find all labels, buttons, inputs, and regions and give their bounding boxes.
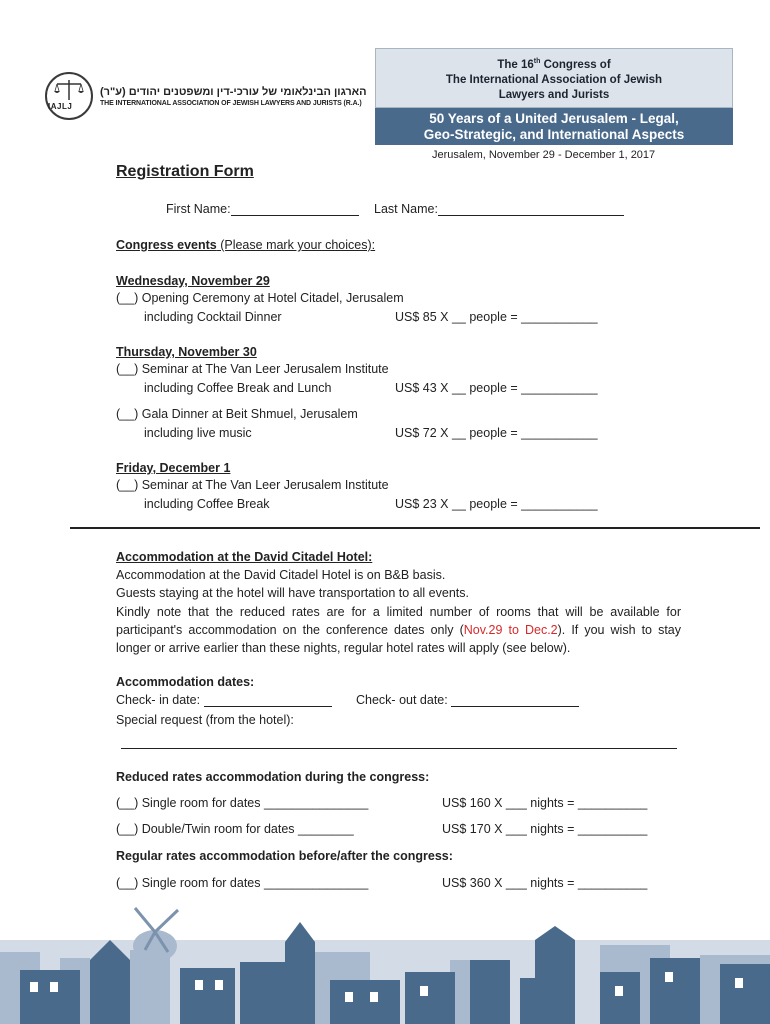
event-price: US$ 85 X __ people = ___________ bbox=[395, 310, 598, 324]
reduced-dates-highlight: Nov.29 to Dec.2 bbox=[463, 623, 558, 637]
checkout-row bbox=[356, 693, 579, 707]
event-line2: including live music bbox=[144, 426, 252, 440]
events-heading: Congress events (Please mark your choices): bbox=[116, 238, 376, 252]
event-checkbox[interactable]: (__) bbox=[116, 291, 139, 305]
special-request-field[interactable] bbox=[121, 747, 677, 749]
day-friday: Friday, December 1 bbox=[116, 461, 231, 475]
theme-line1: 50 Years of a United Jerusalem - Legal, bbox=[429, 111, 679, 126]
accommodation-note: Kindly note that the reduced rates are for a limited number of rooms that will be available for participant's accommodation on the conference dates only (Nov.29 to Dec.2). If you wish to stay longer or arrive earlier than these nights, regular hotel rates will apply (see below). bbox=[116, 605, 681, 655]
day-thursday: Thursday, November 30 bbox=[116, 345, 257, 359]
congress-title-line3: Lawyers and Jurists bbox=[498, 88, 610, 101]
jerusalem-skyline-illustration bbox=[0, 900, 770, 1024]
logo-text: IAJLJ bbox=[48, 102, 73, 111]
event-seminar-friday: (__) Seminar at The Van Leer Jerusalem Institute bbox=[116, 478, 389, 492]
event-opening-ceremony: (__) Opening Ceremony at Hotel Citadel, Jerusalem bbox=[116, 291, 404, 305]
theme-line2: Geo-Strategic, and International Aspects bbox=[423, 127, 685, 142]
form-title: Registration Form bbox=[116, 163, 254, 180]
room-single-reduced[interactable]: (__) Single room for dates _______________ bbox=[116, 796, 369, 810]
room-price: US$ 170 X ___ nights = __________ bbox=[442, 822, 648, 836]
special-request-label: Special request (from the hotel): bbox=[116, 713, 294, 727]
section-divider bbox=[70, 527, 760, 529]
room-price: US$ 360 X ___ nights = __________ bbox=[442, 876, 648, 890]
congress-title-line1: The 16th Congress of bbox=[497, 58, 611, 71]
room-double-reduced[interactable]: (__) Double/Twin room for dates ________ bbox=[116, 822, 354, 836]
event-checkbox[interactable]: (__) bbox=[116, 362, 139, 376]
organization-logo bbox=[45, 72, 93, 120]
checkin-row bbox=[116, 693, 332, 707]
event-line2: including Coffee Break and Lunch bbox=[144, 381, 332, 395]
room-single-regular[interactable]: (__) Single room for dates _______________ bbox=[116, 876, 369, 890]
event-checkbox[interactable]: (__) bbox=[116, 478, 139, 492]
room-price: US$ 160 X ___ nights = __________ bbox=[442, 796, 648, 810]
accommodation-line1: Accommodation at the David Citadel Hotel is on B&B basis. bbox=[116, 568, 446, 582]
first-name-row bbox=[166, 202, 359, 216]
event-price: US$ 23 X __ people = ___________ bbox=[395, 497, 598, 511]
last-name-field[interactable] bbox=[438, 203, 624, 216]
last-name-row bbox=[374, 202, 624, 216]
regular-rates-heading: Regular rates accommodation before/after the congress: bbox=[116, 849, 453, 863]
congress-date: Jerusalem, November 29 - December 1, 2017 bbox=[432, 149, 656, 161]
congress-theme-box bbox=[375, 108, 733, 145]
checkout-label: Check- out date: bbox=[356, 693, 448, 707]
last-name-label: Last Name: bbox=[374, 202, 438, 216]
checkin-label: Check- in date: bbox=[116, 693, 201, 707]
event-checkbox[interactable]: (__) bbox=[116, 407, 139, 421]
event-price: US$ 43 X __ people = ___________ bbox=[395, 381, 598, 395]
scales-of-justice-icon bbox=[47, 74, 91, 118]
reduced-rates-heading: Reduced rates accommodation during the congress: bbox=[116, 770, 430, 784]
org-name-english: THE INTERNATIONAL ASSOCIATION OF JEWISH LAWYERS AND JURISTS (R.A.) bbox=[100, 100, 362, 107]
congress-title-line2: The International Association of Jewish bbox=[445, 73, 663, 86]
checkin-field[interactable] bbox=[204, 694, 332, 707]
checkout-field[interactable] bbox=[451, 694, 579, 707]
congress-title-box bbox=[375, 48, 733, 108]
accommodation-dates-heading: Accommodation dates: bbox=[116, 675, 255, 689]
first-name-label: First Name: bbox=[166, 202, 231, 216]
day-wednesday: Wednesday, November 29 bbox=[116, 274, 270, 288]
event-line2: including Cocktail Dinner bbox=[144, 310, 282, 324]
event-gala-dinner: (__) Gala Dinner at Beit Shmuel, Jerusalem bbox=[116, 407, 358, 421]
event-price: US$ 72 X __ people = ___________ bbox=[395, 426, 598, 440]
first-name-field[interactable] bbox=[231, 203, 359, 216]
accommodation-heading: Accommodation at the David Citadel Hotel: bbox=[116, 550, 373, 564]
event-line2: including Coffee Break bbox=[144, 497, 270, 511]
event-seminar-thursday: (__) Seminar at The Van Leer Jerusalem Institute bbox=[116, 362, 389, 376]
org-name-hebrew: הארגון הבינלאומי של עורכי-דין ומשפטנים יהודים (ע"ר) bbox=[100, 86, 367, 98]
accommodation-line2: Guests staying at the hotel will have transportation to all events. bbox=[116, 586, 469, 600]
